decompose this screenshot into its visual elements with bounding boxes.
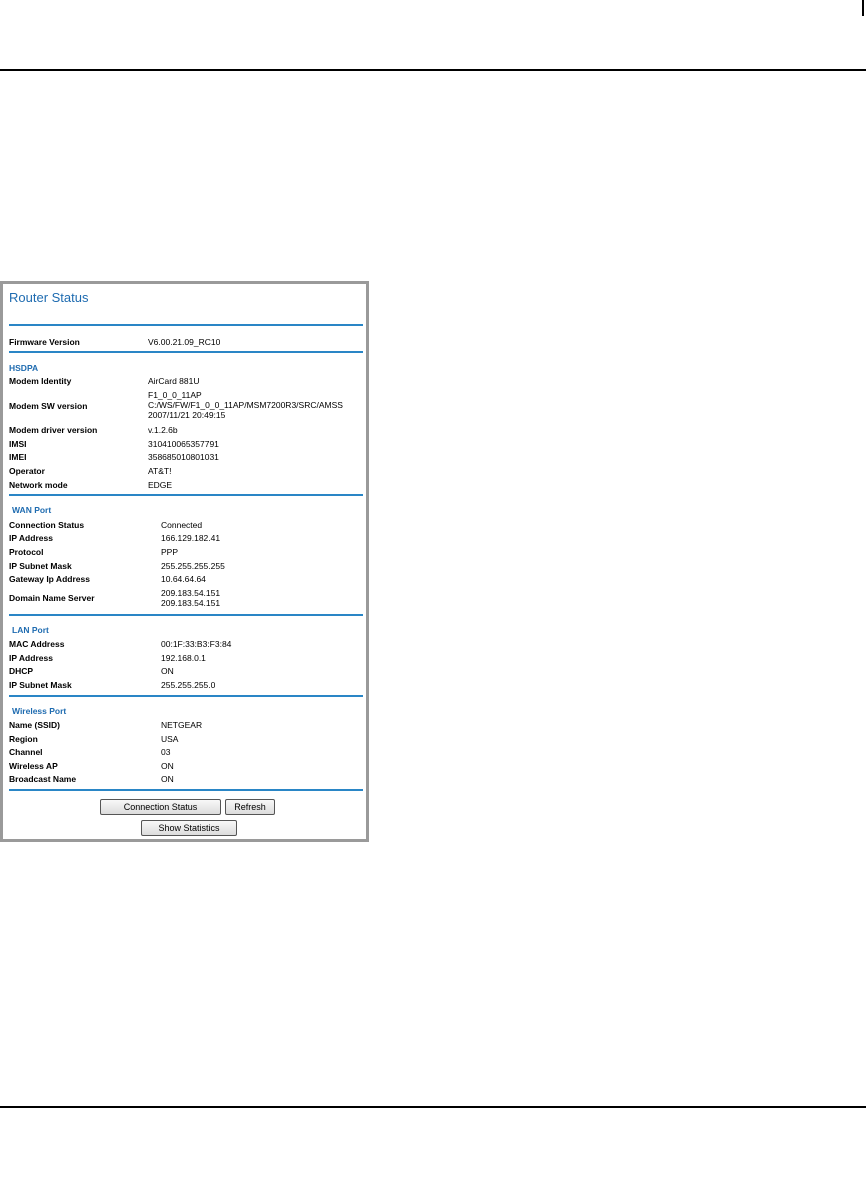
- router-status-panel: [0, 281, 369, 842]
- panel-title: Router Status: [9, 290, 89, 305]
- modem-identity-value: AirCard 881U: [148, 376, 200, 386]
- wireless-ap-value: ON: [161, 761, 174, 771]
- wireless-channel-label: Channel: [9, 747, 43, 757]
- wireless-ap-label: Wireless AP: [9, 761, 58, 771]
- imei-value: 358685010801031: [148, 452, 219, 462]
- lan-subnet-label: IP Subnet Mask: [9, 680, 72, 690]
- modem-sw-line-1: F1_0_0_11AP: [148, 390, 202, 400]
- connection-status-button[interactable]: Connection Status: [100, 799, 221, 815]
- operator-label: Operator: [9, 466, 45, 476]
- lan-subnet-value: 255.255.255.0: [161, 680, 216, 690]
- imsi-value: 310410065357791: [148, 439, 219, 449]
- footer-rule: [0, 1106, 866, 1108]
- refresh-button[interactable]: Refresh: [225, 799, 275, 815]
- wireless-section-title: Wireless Port: [12, 706, 67, 716]
- wireless-broadcast-value: ON: [161, 774, 174, 784]
- lan-section-title: LAN Port: [12, 625, 49, 635]
- modem-driver-value: v.1.2.6b: [148, 425, 178, 435]
- lan-ip-label: IP Address: [9, 653, 53, 663]
- section-divider: [9, 351, 363, 353]
- modem-sw-line-2: C:/WS/FW/F1_0_0_11AP/MSM7200R3/SRC/AMSS: [148, 400, 343, 410]
- wan-protocol-label: Protocol: [9, 547, 44, 557]
- imei-label: IMEI: [9, 452, 27, 462]
- wan-ip-label: IP Address: [9, 533, 53, 543]
- operator-value: AT&T!: [148, 466, 172, 476]
- firmware-value: V6.00.21.09_RC10: [148, 337, 221, 347]
- wan-gateway-value: 10.64.64.64: [161, 574, 206, 584]
- wan-dns-label: Domain Name Server: [9, 593, 95, 603]
- wireless-broadcast-label: Broadcast Name: [9, 774, 77, 784]
- firmware-label: Firmware Version: [9, 337, 80, 347]
- lan-mac-value: 00:1F:33:B3:F3:84: [161, 639, 232, 649]
- network-mode-value: EDGE: [148, 480, 173, 490]
- wan-ip-value: 166.129.182.41: [161, 533, 221, 543]
- section-divider: [9, 324, 363, 326]
- section-divider: [9, 789, 363, 791]
- wan-dns-line-1: 209.183.54.151: [161, 588, 221, 598]
- lan-dhcp-value: ON: [161, 666, 174, 676]
- header-rule: [0, 69, 866, 71]
- network-mode-label: Network mode: [9, 480, 68, 490]
- modem-driver-label: Modem driver version: [9, 425, 98, 435]
- wan-dns-line-2: 209.183.54.151: [161, 598, 221, 608]
- lan-ip-value: 192.168.0.1: [161, 653, 206, 663]
- imsi-label: IMSI: [9, 439, 27, 449]
- wan-subnet-label: IP Subnet Mask: [9, 561, 72, 571]
- wan-connection-status-value: Connected: [161, 520, 203, 530]
- show-statistics-button[interactable]: Show Statistics: [141, 820, 237, 836]
- wireless-region-label: Region: [9, 734, 38, 744]
- hsdpa-section-title: HSDPA: [9, 363, 39, 373]
- wireless-ssid-value: NETGEAR: [161, 720, 203, 730]
- section-divider: [9, 494, 363, 496]
- wan-section-title: WAN Port: [12, 505, 52, 515]
- modem-identity-label: Modem Identity: [9, 376, 72, 386]
- wan-connection-status-label: Connection Status: [9, 520, 85, 530]
- wan-subnet-value: 255.255.255.255: [161, 561, 225, 571]
- top-corner-stroke: [862, 0, 864, 16]
- lan-dhcp-label: DHCP: [9, 666, 34, 676]
- wan-gateway-label: Gateway Ip Address: [9, 574, 90, 584]
- modem-sw-label: Modem SW version: [9, 401, 88, 411]
- wireless-channel-value: 03: [161, 747, 171, 757]
- wireless-ssid-label: Name (SSID): [9, 720, 61, 730]
- lan-mac-label: MAC Address: [9, 639, 65, 649]
- wan-protocol-value: PPP: [161, 547, 179, 557]
- section-divider: [9, 695, 363, 697]
- modem-sw-line-3: 2007/11/21 20:49:15: [148, 410, 226, 420]
- section-divider: [9, 614, 363, 616]
- wireless-region-value: USA: [161, 734, 179, 744]
